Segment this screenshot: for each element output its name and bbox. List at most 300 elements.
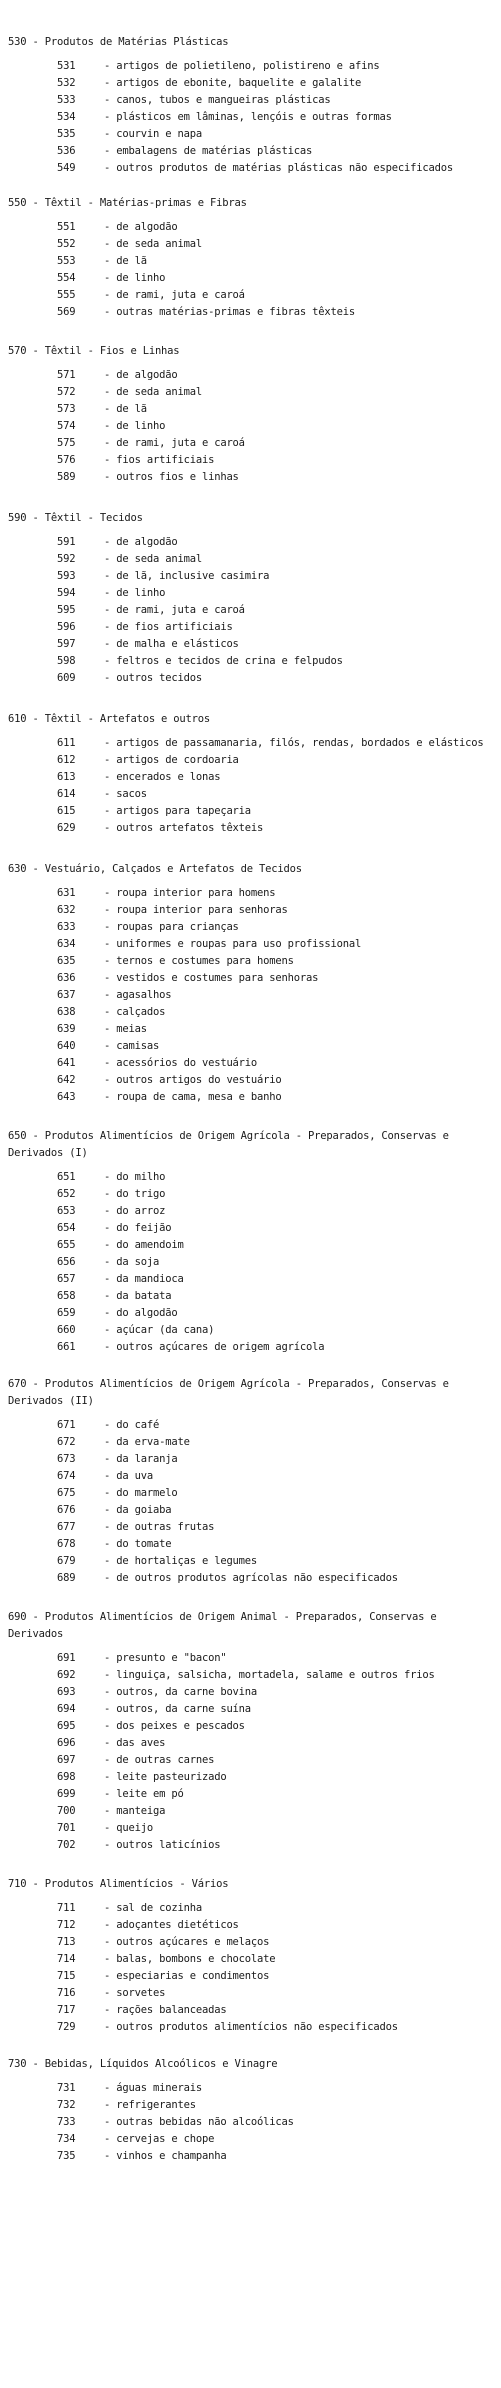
item-text: de lã, inclusive casimira	[116, 570, 270, 582]
item-dash: -	[104, 1572, 117, 1584]
item-text-wrapper	[104, 885, 501, 902]
section-heading	[8, 34, 496, 51]
item-text: da batata	[116, 1290, 172, 1302]
item-text: outros produtos alimentícios não especificados	[116, 2021, 398, 2033]
item-text: presunto e "bacon"	[116, 1652, 227, 1664]
item-code: 596	[57, 621, 76, 633]
item-dash: -	[104, 94, 117, 106]
item-code: 549	[57, 162, 76, 174]
item-code: 597	[57, 638, 76, 650]
list-item	[0, 75, 501, 92]
item-text-wrapper	[104, 1769, 501, 1786]
list-item	[0, 219, 501, 236]
section-title: Produtos Alimentícios - Vários	[44, 1878, 229, 1890]
item-list	[0, 219, 501, 321]
item-text: artigos de polietileno, polistireno e afins	[116, 60, 380, 72]
item-text-wrapper	[104, 786, 501, 803]
item-dash: -	[104, 1023, 117, 1035]
item-code: 615	[57, 805, 76, 817]
section-code: 710	[8, 1878, 27, 1890]
item-text: refrigerantes	[116, 2099, 196, 2111]
section-code: 730	[8, 2058, 27, 2070]
item-text: meias	[116, 1023, 147, 1035]
item-dash: -	[104, 805, 117, 817]
item-text-wrapper	[104, 1021, 501, 1038]
item-code: 534	[57, 111, 76, 123]
item-text-wrapper	[104, 1951, 501, 1968]
item-code: 632	[57, 904, 76, 916]
list-item	[0, 1021, 501, 1038]
item-code: 555	[57, 289, 76, 301]
item-dash: -	[104, 887, 117, 899]
list-item	[0, 2097, 501, 2114]
item-text: do feijão	[116, 1222, 172, 1234]
item-text: açúcar (da cana)	[116, 1324, 215, 1336]
list-item	[0, 1089, 501, 1106]
item-code: 552	[57, 238, 76, 250]
item-text-wrapper	[104, 1004, 501, 1021]
section-code: 610	[8, 713, 27, 725]
item-list	[0, 58, 501, 177]
item-list	[0, 1650, 501, 1854]
item-text: queijo	[116, 1822, 153, 1834]
item-text-wrapper	[104, 1237, 501, 1254]
item-text: da uva	[116, 1470, 153, 1482]
item-text: do café	[116, 1419, 160, 1431]
item-text-wrapper	[104, 1203, 501, 1220]
item-code: 598	[57, 655, 76, 667]
document-page	[0, 12, 501, 2165]
section-title: Produtos Alimentícios de Origem Animal - Preparados, Conservas e Derivados	[8, 1611, 443, 1640]
item-text: de seda animal	[116, 553, 202, 565]
item-text-wrapper	[104, 534, 501, 551]
item-dash: -	[104, 638, 117, 650]
item-text-wrapper	[104, 143, 501, 160]
item-dash: -	[104, 570, 117, 582]
list-item	[0, 1820, 501, 1837]
section-title: Bebidas, Líquidos Alcoólicos e Vinagre	[44, 2058, 278, 2070]
item-text: calçados	[116, 1006, 166, 1018]
section-separator: -	[26, 863, 45, 875]
list-item	[0, 970, 501, 987]
section-code: 690	[8, 1611, 27, 1623]
item-text: cervejas e chope	[116, 2133, 215, 2145]
item-dash: -	[104, 1222, 117, 1234]
item-dash: -	[104, 1188, 117, 1200]
item-code: 678	[57, 1538, 76, 1550]
list-item	[0, 452, 501, 469]
list-item	[0, 803, 501, 820]
item-dash: -	[104, 1436, 117, 1448]
item-code: 573	[57, 403, 76, 415]
item-code: 553	[57, 255, 76, 267]
section-9	[0, 1876, 501, 2036]
list-item	[0, 602, 501, 619]
list-item	[0, 953, 501, 970]
item-text-wrapper	[104, 1519, 501, 1536]
list-item	[0, 126, 501, 143]
item-dash: -	[104, 2004, 117, 2016]
item-text: da goiaba	[116, 1504, 172, 1516]
item-text: vinhos e champanha	[116, 2150, 227, 2162]
item-dash: -	[104, 737, 117, 749]
item-dash: -	[104, 1290, 117, 1302]
item-dash: -	[104, 238, 117, 250]
item-text-wrapper	[104, 619, 501, 636]
list-item	[0, 401, 501, 418]
item-code: 694	[57, 1703, 76, 1715]
item-code: 697	[57, 1754, 76, 1766]
item-code: 611	[57, 737, 76, 749]
list-item	[0, 1985, 501, 2002]
item-text: embalagens de matérias plásticas	[116, 145, 313, 157]
item-code: 713	[57, 1936, 76, 1948]
item-dash: -	[104, 1057, 117, 1069]
section-heading	[8, 711, 496, 728]
item-text: encerados e lonas	[116, 771, 221, 783]
item-text: camisas	[116, 1040, 160, 1052]
item-list	[0, 735, 501, 837]
item-text: outros açúcares e melaços	[116, 1936, 270, 1948]
section-heading	[8, 861, 496, 878]
list-item	[0, 418, 501, 435]
item-dash: -	[104, 1686, 117, 1698]
section-title: Têxtil - Artefatos e outros	[44, 713, 211, 725]
item-text-wrapper	[104, 820, 501, 837]
item-code: 655	[57, 1239, 76, 1251]
item-dash: -	[104, 1453, 117, 1465]
item-dash: -	[104, 1652, 117, 1664]
list-item	[0, 367, 501, 384]
item-code: 574	[57, 420, 76, 432]
item-code: 712	[57, 1919, 76, 1931]
item-text-wrapper	[104, 435, 501, 452]
item-text: de outras carnes	[116, 1754, 215, 1766]
item-dash: -	[104, 672, 117, 684]
item-text-wrapper	[104, 936, 501, 953]
item-dash: -	[104, 403, 117, 415]
list-item	[0, 1803, 501, 1820]
section-title: Produtos Alimentícios de Origem Agrícola - Preparados, Conservas e Derivados (I)	[8, 1130, 455, 1159]
item-list	[0, 1417, 501, 1587]
item-dash: -	[104, 1771, 117, 1783]
item-dash: -	[104, 145, 117, 157]
item-text-wrapper	[104, 1718, 501, 1735]
item-dash: -	[104, 386, 117, 398]
item-dash: -	[104, 822, 117, 834]
item-code: 531	[57, 60, 76, 72]
item-code: 673	[57, 1453, 76, 1465]
item-text: de linho	[116, 272, 166, 284]
item-code: 731	[57, 2082, 76, 2094]
item-dash: -	[104, 369, 117, 381]
list-item	[0, 1684, 501, 1701]
item-text-wrapper	[104, 953, 501, 970]
item-text-wrapper	[104, 670, 501, 687]
item-code: 653	[57, 1205, 76, 1217]
item-code: 659	[57, 1307, 76, 1319]
item-dash: -	[104, 1006, 117, 1018]
item-dash: -	[104, 1754, 117, 1766]
section-title: Vestuário, Calçados e Artefatos de Tecidos	[44, 863, 302, 875]
item-code: 717	[57, 2004, 76, 2016]
item-dash: -	[104, 162, 117, 174]
item-text-wrapper	[104, 1917, 501, 1934]
list-item	[0, 735, 501, 752]
item-text: acessórios do vestuário	[116, 1057, 258, 1069]
item-code: 614	[57, 788, 76, 800]
item-text: do amendoim	[116, 1239, 184, 1251]
item-dash: -	[104, 2021, 117, 2033]
item-dash: -	[104, 1788, 117, 1800]
item-text-wrapper	[104, 2097, 501, 2114]
item-code: 571	[57, 369, 76, 381]
item-list	[0, 1169, 501, 1356]
list-item	[0, 1752, 501, 1769]
item-text-wrapper	[104, 160, 501, 177]
item-code: 700	[57, 1805, 76, 1817]
item-text-wrapper	[104, 585, 501, 602]
item-dash: -	[104, 1555, 117, 1567]
item-code: 576	[57, 454, 76, 466]
list-item	[0, 1951, 501, 1968]
list-item	[0, 1288, 501, 1305]
item-text: do arroz	[116, 1205, 166, 1217]
item-text-wrapper	[104, 1038, 501, 1055]
section-separator: -	[26, 1378, 45, 1390]
item-text: de hortaliças e legumes	[116, 1555, 258, 1567]
item-code: 691	[57, 1652, 76, 1664]
list-item	[0, 384, 501, 401]
list-item	[0, 1968, 501, 1985]
item-text-wrapper	[104, 1271, 501, 1288]
section-5	[0, 861, 501, 1106]
section-separator: -	[26, 345, 45, 357]
list-item	[0, 253, 501, 270]
item-code: 635	[57, 955, 76, 967]
item-text: plásticos em lâminas, lençóis e outras formas	[116, 111, 392, 123]
item-text: de lã	[116, 255, 147, 267]
list-item	[0, 1434, 501, 1451]
section-10	[0, 2056, 501, 2165]
list-item	[0, 752, 501, 769]
item-dash: -	[104, 1171, 117, 1183]
item-code: 656	[57, 1256, 76, 1268]
list-item	[0, 1451, 501, 1468]
list-item	[0, 1917, 501, 1934]
item-text-wrapper	[104, 1072, 501, 1089]
item-dash: -	[104, 921, 117, 933]
item-code: 612	[57, 754, 76, 766]
item-dash: -	[104, 754, 117, 766]
item-code: 657	[57, 1273, 76, 1285]
list-item	[0, 1837, 501, 1854]
list-item	[0, 1735, 501, 1752]
item-text-wrapper	[104, 1536, 501, 1553]
item-text-wrapper	[104, 109, 501, 126]
item-dash: -	[104, 2116, 117, 2128]
item-text-wrapper	[104, 1735, 501, 1752]
item-code: 532	[57, 77, 76, 89]
list-item	[0, 1237, 501, 1254]
list-item	[0, 1667, 501, 1684]
item-code: 716	[57, 1987, 76, 1999]
item-dash: -	[104, 621, 117, 633]
item-text-wrapper	[104, 1288, 501, 1305]
item-code: 734	[57, 2133, 76, 2145]
item-dash: -	[104, 1953, 117, 1965]
item-code: 692	[57, 1669, 76, 1681]
item-code: 535	[57, 128, 76, 140]
section-separator: -	[26, 2058, 45, 2070]
list-item	[0, 568, 501, 585]
item-text-wrapper	[104, 1701, 501, 1718]
section-heading	[8, 1376, 496, 1410]
section-title: Têxtil - Fios e Linhas	[44, 345, 180, 357]
item-text-wrapper	[104, 1451, 501, 1468]
section-separator: -	[26, 1611, 45, 1623]
list-item	[0, 236, 501, 253]
section-code: 530	[8, 36, 27, 48]
item-dash: -	[104, 471, 117, 483]
item-code: 676	[57, 1504, 76, 1516]
item-text-wrapper	[104, 367, 501, 384]
section-title: Têxtil - Tecidos	[44, 512, 143, 524]
item-dash: -	[104, 2082, 117, 2094]
item-text: sacos	[116, 788, 147, 800]
item-text-wrapper	[104, 452, 501, 469]
item-text: sal de cozinha	[116, 1902, 202, 1914]
item-text: leite pasteurizado	[116, 1771, 227, 1783]
item-text-wrapper	[104, 1667, 501, 1684]
item-text: de seda animal	[116, 238, 202, 250]
list-item	[0, 1485, 501, 1502]
item-text: de rami, juta e caroá	[116, 289, 245, 301]
item-text-wrapper	[104, 1468, 501, 1485]
list-item	[0, 58, 501, 75]
item-text: outros, da carne bovina	[116, 1686, 258, 1698]
item-text: manteiga	[116, 1805, 166, 1817]
list-item	[0, 585, 501, 602]
list-item	[0, 1650, 501, 1667]
item-code: 533	[57, 94, 76, 106]
section-4	[0, 711, 501, 837]
item-dash: -	[104, 221, 117, 233]
list-item	[0, 769, 501, 786]
item-text-wrapper	[104, 92, 501, 109]
item-dash: -	[104, 771, 117, 783]
item-text-wrapper	[104, 1305, 501, 1322]
list-item	[0, 1203, 501, 1220]
section-3	[0, 510, 501, 687]
list-item	[0, 1271, 501, 1288]
section-separator: -	[26, 713, 45, 725]
item-code: 592	[57, 553, 76, 565]
item-text: courvin e napa	[116, 128, 202, 140]
list-item	[0, 1570, 501, 1587]
list-item	[0, 820, 501, 837]
item-dash: -	[104, 1737, 117, 1749]
item-dash: -	[104, 1324, 117, 1336]
item-code: 536	[57, 145, 76, 157]
item-text: de malha e elásticos	[116, 638, 239, 650]
list-item	[0, 160, 501, 177]
item-text-wrapper	[104, 418, 501, 435]
section-code: 670	[8, 1378, 27, 1390]
item-dash: -	[104, 2150, 117, 2162]
section-title: Têxtil - Matérias-primas e Fibras	[44, 197, 247, 209]
list-item	[0, 1417, 501, 1434]
item-text-wrapper	[104, 1752, 501, 1769]
item-dash: -	[104, 306, 117, 318]
item-code: 572	[57, 386, 76, 398]
item-text: outros fios e linhas	[116, 471, 239, 483]
item-dash: -	[104, 553, 117, 565]
item-dash: -	[104, 420, 117, 432]
item-code: 641	[57, 1057, 76, 1069]
item-code: 629	[57, 822, 76, 834]
list-item	[0, 1519, 501, 1536]
item-text-wrapper	[104, 401, 501, 418]
item-dash: -	[104, 128, 117, 140]
item-text-wrapper	[104, 1434, 501, 1451]
item-code: 640	[57, 1040, 76, 1052]
list-item	[0, 1786, 501, 1803]
list-item	[0, 987, 501, 1004]
item-dash: -	[104, 77, 117, 89]
item-text-wrapper	[104, 1837, 501, 1854]
list-item	[0, 109, 501, 126]
item-text: sorvetes	[116, 1987, 166, 1999]
item-text: de seda animal	[116, 386, 202, 398]
item-code: 698	[57, 1771, 76, 1783]
item-code: 633	[57, 921, 76, 933]
item-code: 634	[57, 938, 76, 950]
item-code: 591	[57, 536, 76, 548]
item-text: artigos para tapeçaria	[116, 805, 251, 817]
list-item	[0, 92, 501, 109]
item-text: ternos e costumes para homens	[116, 955, 294, 967]
item-text: vestidos e costumes para senhoras	[116, 972, 319, 984]
list-item	[0, 1305, 501, 1322]
item-code: 658	[57, 1290, 76, 1302]
list-item	[0, 270, 501, 287]
list-item	[0, 786, 501, 803]
item-code: 679	[57, 1555, 76, 1567]
item-code: 711	[57, 1902, 76, 1914]
item-text: roupas para crianças	[116, 921, 239, 933]
list-item	[0, 435, 501, 452]
item-text: dos peixes e pescados	[116, 1720, 245, 1732]
item-dash: -	[104, 1273, 117, 1285]
item-code: 696	[57, 1737, 76, 1749]
item-text-wrapper	[104, 2080, 501, 2097]
item-dash: -	[104, 111, 117, 123]
section-code: 550	[8, 197, 27, 209]
item-text-wrapper	[104, 1900, 501, 1917]
item-code: 715	[57, 1970, 76, 1982]
item-code: 637	[57, 989, 76, 1001]
item-code: 661	[57, 1341, 76, 1353]
item-dash: -	[104, 272, 117, 284]
item-text: da laranja	[116, 1453, 178, 1465]
item-text-wrapper	[104, 253, 501, 270]
item-text: da mandioca	[116, 1273, 184, 1285]
item-code: 639	[57, 1023, 76, 1035]
item-text: roupa de cama, mesa e banho	[116, 1091, 282, 1103]
item-list	[0, 367, 501, 486]
list-item	[0, 143, 501, 160]
